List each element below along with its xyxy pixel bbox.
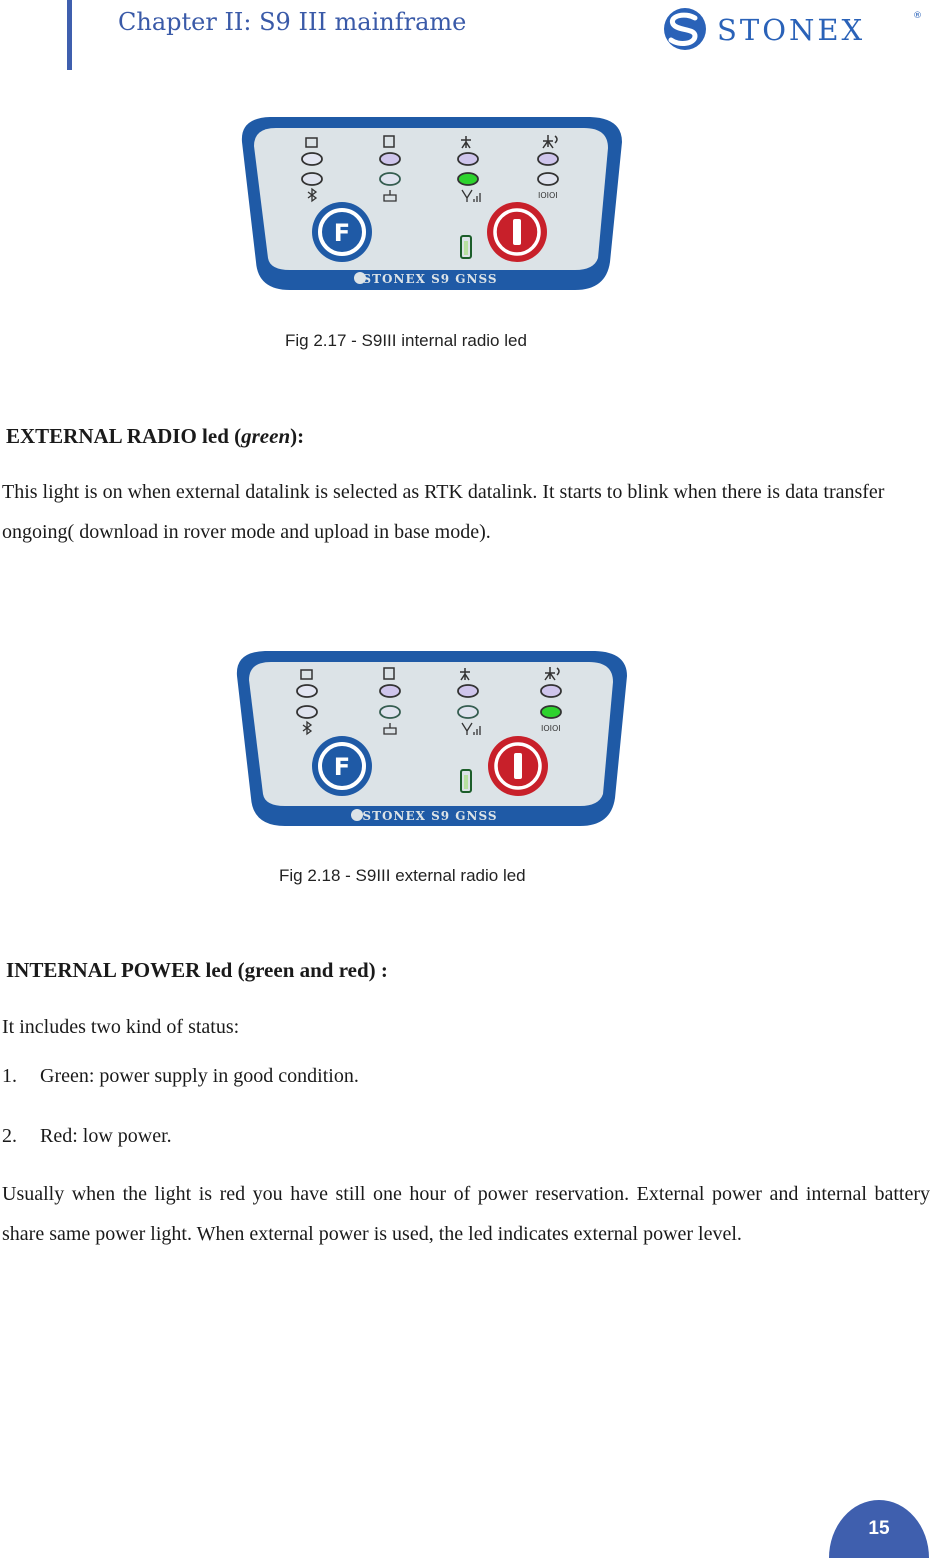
led-3-top [458, 153, 478, 165]
paragraph-internal-power-intro: It includes two kind of status: [2, 1016, 240, 1038]
header-accent-bar [67, 0, 72, 70]
logo-registered-mark: ® [913, 11, 922, 21]
led-3-top [458, 685, 478, 697]
section-heading-external-radio: EXTERNAL RADIO led (green): [6, 424, 305, 448]
led-1-top [302, 153, 322, 165]
svg-text:F: F [333, 219, 351, 247]
list-item: 1. Green: power supply in good condition. [2, 1065, 359, 1087]
internal-radio-led-lit [458, 173, 478, 185]
stonex-logo [655, 4, 925, 52]
bluetooth-led [302, 173, 322, 185]
panel-brand-text: STONEX S9 GNSS [362, 809, 498, 823]
power-led [380, 173, 400, 185]
bluetooth-led [297, 706, 317, 718]
section-heading-internal-power: INTERNAL POWER led (green and red) : [6, 958, 388, 982]
external-radio-led-lit [541, 706, 561, 718]
external-radio-led [538, 173, 558, 185]
list-item: 2. Red: low power. [2, 1125, 172, 1147]
led-1-top [297, 685, 317, 697]
data-io-icon: IOIOI [538, 191, 558, 200]
svg-text:F: F [333, 753, 351, 781]
paragraph-external-radio: This light is on when external datalink is selected as RTK datalink. It starts to blink when there is data transfer ongoing( download in rover mode and upload in base mode). [2, 481, 885, 543]
brand-logo-icon [351, 809, 363, 821]
figure-caption: Fig 2.17 - S9III internal radio led [285, 331, 527, 350]
paragraph-internal-power: Usually when the light is red you have still one hour of power reservation. External power and internal battery share same power light. When external power is used, the led indicates external power level. [2, 1183, 930, 1245]
s9-panel-figure-external-radio [225, 646, 635, 828]
page-number-badge: 15 [829, 1500, 929, 1558]
logo-wordmark: STONEX [717, 13, 866, 47]
s9-panel-figure-internal-radio [230, 112, 630, 292]
power-led [380, 706, 400, 718]
led-4-top [538, 153, 558, 165]
data-io-icon: IOIOI [541, 724, 561, 733]
figure-caption: Fig 2.18 - S9III external radio led [279, 866, 526, 885]
chapter-title: Chapter II: S9 III mainframe [118, 8, 467, 36]
led-2-top [380, 153, 400, 165]
led-4-top [541, 685, 561, 697]
panel-brand-text: STONEX S9 GNSS [362, 272, 498, 286]
led-2-top [380, 685, 400, 697]
internal-radio-led [458, 706, 478, 718]
